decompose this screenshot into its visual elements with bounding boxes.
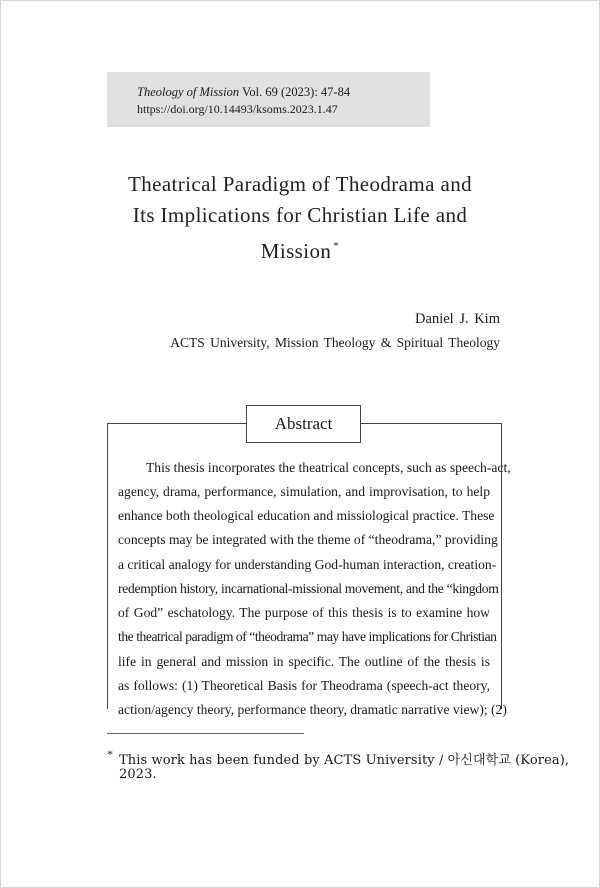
author-affiliation: ACTS University, Mission Theology & Spiritual Theology bbox=[170, 335, 500, 350]
abstract-line: agency, drama, performance, simulation, and improvisation, to help bbox=[118, 484, 490, 499]
journal-citation bbox=[137, 84, 350, 100]
doi-link[interactable]: https://doi.org/10.14493/ksoms.2023.1.47 bbox=[137, 102, 338, 116]
abstract-line: of God” eschatology. The purpose of this thesis is to examine how bbox=[118, 605, 490, 620]
abstract-line: action/agency theory, performance theory, dramatic narrative view); (2) bbox=[118, 702, 507, 717]
volume-info: Vol. 69 (2023): 47-84 bbox=[242, 85, 351, 99]
footnote-text-line-1: This work has been funded by ACTS University / 아신대학교 (Korea), bbox=[119, 753, 570, 768]
author-name: Daniel J. Kim bbox=[415, 311, 500, 327]
footnote-text-line-2: 2023. bbox=[119, 767, 157, 782]
title-line-3 bbox=[100, 231, 500, 267]
abstract-line: concepts may be integrated with the theme of “theodrama,” providing bbox=[118, 532, 498, 547]
footnote-divider bbox=[107, 733, 304, 734]
abstract-line: the theatrical paradigm of “theodrama” may have implications for Christian bbox=[118, 629, 497, 644]
title-footnote-marker[interactable]: * bbox=[333, 240, 340, 252]
abstract-line: life in general and mission in specific. The outline of the thesis is bbox=[118, 654, 490, 669]
title-line-2: Its Implications for Christian Life and bbox=[132, 203, 468, 227]
abstract-heading: Abstract bbox=[246, 405, 361, 443]
journal-name: Theology of Mission bbox=[137, 85, 240, 99]
footnote-marker: * bbox=[107, 747, 113, 761]
title-line-1: Theatrical Paradigm of Theodrama and bbox=[127, 172, 473, 196]
abstract-line: as follows: (1) Theoretical Basis for Theodrama (speech-act theory, bbox=[118, 678, 490, 693]
citation-box bbox=[107, 72, 430, 127]
abstract-line: enhance both theological education and missiological practice. These bbox=[118, 508, 495, 523]
abstract-line: redemption history, incarnational-missional movement, and the “kingdom bbox=[118, 581, 499, 596]
abstract-line: This thesis incorporates the theatrical concepts, such as speech-act, bbox=[146, 460, 511, 475]
abstract-line: a critical analogy for understanding God-human interaction, creation- bbox=[118, 557, 497, 572]
paper-title bbox=[100, 169, 500, 267]
title-line-3-text: Mission bbox=[260, 239, 332, 263]
